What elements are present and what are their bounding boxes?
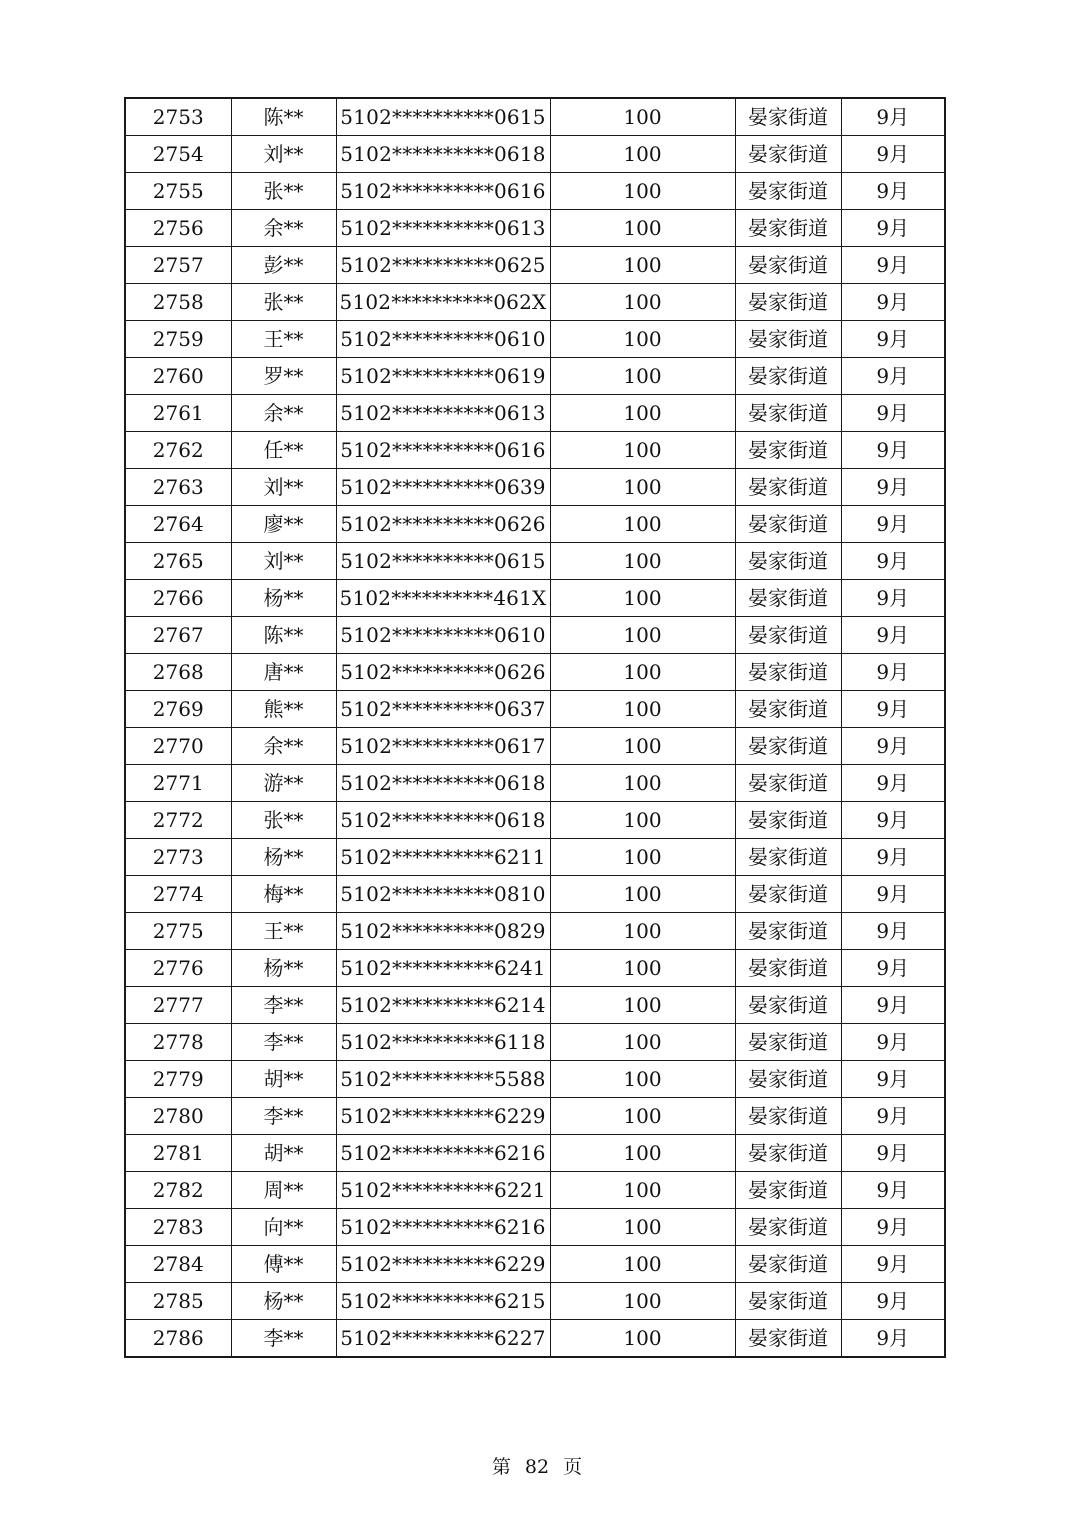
amount-cell: 100 [550,580,735,617]
month-cell: 9月 [841,876,945,913]
id-number-cell: 5102**********0626 [336,654,550,691]
serial-number-cell: 2784 [125,1246,231,1283]
table-row [125,1024,945,1061]
street-cell: 晏家街道 [735,987,841,1024]
name-cell: 彭** [231,247,336,284]
table-row [125,617,945,654]
amount-cell: 100 [550,136,735,173]
table-row [125,839,945,876]
id-number-cell: 5102**********0613 [336,395,550,432]
table-row [125,173,945,210]
name-cell: 廖** [231,506,336,543]
month-cell: 9月 [841,98,945,136]
month-cell: 9月 [841,654,945,691]
street-cell: 晏家街道 [735,1172,841,1209]
amount-cell: 100 [550,98,735,136]
amount-cell: 100 [550,617,735,654]
serial-number-cell: 2761 [125,395,231,432]
table-body [125,98,945,1357]
month-cell: 9月 [841,1209,945,1246]
street-cell: 晏家街道 [735,1320,841,1358]
serial-number-cell: 2755 [125,173,231,210]
serial-number-cell: 2780 [125,1098,231,1135]
id-number-cell: 5102**********6216 [336,1209,550,1246]
name-cell: 刘** [231,543,336,580]
serial-number-cell: 2767 [125,617,231,654]
page-footer-suffix: 页 [563,1456,583,1478]
street-cell: 晏家街道 [735,469,841,506]
street-cell: 晏家街道 [735,247,841,284]
street-cell: 晏家街道 [735,839,841,876]
month-cell: 9月 [841,765,945,802]
serial-number-cell: 2760 [125,358,231,395]
name-cell: 刘** [231,469,336,506]
amount-cell: 100 [550,432,735,469]
name-cell: 余** [231,210,336,247]
name-cell: 张** [231,173,336,210]
name-cell: 余** [231,728,336,765]
street-cell: 晏家街道 [735,136,841,173]
id-number-cell: 5102**********6211 [336,839,550,876]
month-cell: 9月 [841,802,945,839]
amount-cell: 100 [550,950,735,987]
street-cell: 晏家街道 [735,98,841,136]
serial-number-cell: 2774 [125,876,231,913]
table-row [125,469,945,506]
serial-number-cell: 2758 [125,284,231,321]
table-row [125,802,945,839]
id-number-cell: 5102**********0616 [336,173,550,210]
name-cell: 王** [231,913,336,950]
id-number-cell: 5102**********6229 [336,1246,550,1283]
serial-number-cell: 2770 [125,728,231,765]
table-row [125,654,945,691]
name-cell: 李** [231,1024,336,1061]
name-cell: 向** [231,1209,336,1246]
table-row [125,876,945,913]
amount-cell: 100 [550,1172,735,1209]
serial-number-cell: 2775 [125,913,231,950]
name-cell: 陈** [231,617,336,654]
street-cell: 晏家街道 [735,543,841,580]
id-number-cell: 5102**********461X [336,580,550,617]
table-row [125,913,945,950]
street-cell: 晏家街道 [735,1061,841,1098]
table-row [125,1172,945,1209]
street-cell: 晏家街道 [735,210,841,247]
month-cell: 9月 [841,506,945,543]
amount-cell: 100 [550,765,735,802]
month-cell: 9月 [841,395,945,432]
serial-number-cell: 2782 [125,1172,231,1209]
month-cell: 9月 [841,913,945,950]
table-row [125,136,945,173]
id-number-cell: 5102**********6227 [336,1320,550,1358]
serial-number-cell: 2768 [125,654,231,691]
name-cell: 胡** [231,1061,336,1098]
serial-number-cell: 2754 [125,136,231,173]
street-cell: 晏家街道 [735,358,841,395]
id-number-cell: 5102**********0618 [336,136,550,173]
month-cell: 9月 [841,1283,945,1320]
serial-number-cell: 2773 [125,839,231,876]
street-cell: 晏家街道 [735,284,841,321]
name-cell: 任** [231,432,336,469]
amount-cell: 100 [550,395,735,432]
name-cell: 胡** [231,1135,336,1172]
month-cell: 9月 [841,1135,945,1172]
id-number-cell: 5102**********6241 [336,950,550,987]
street-cell: 晏家街道 [735,617,841,654]
table-row [125,987,945,1024]
table-row [125,210,945,247]
name-cell: 李** [231,1098,336,1135]
id-number-cell: 5102**********0637 [336,691,550,728]
table-row [125,506,945,543]
name-cell: 杨** [231,1283,336,1320]
serial-number-cell: 2783 [125,1209,231,1246]
id-number-cell: 5102**********0618 [336,765,550,802]
name-cell: 熊** [231,691,336,728]
street-cell: 晏家街道 [735,1283,841,1320]
serial-number-cell: 2771 [125,765,231,802]
table-row [125,98,945,136]
serial-number-cell: 2757 [125,247,231,284]
month-cell: 9月 [841,247,945,284]
street-cell: 晏家街道 [735,506,841,543]
street-cell: 晏家街道 [735,802,841,839]
street-cell: 晏家街道 [735,321,841,358]
serial-number-cell: 2781 [125,1135,231,1172]
amount-cell: 100 [550,654,735,691]
serial-number-cell: 2753 [125,98,231,136]
street-cell: 晏家街道 [735,691,841,728]
name-cell: 李** [231,987,336,1024]
serial-number-cell: 2769 [125,691,231,728]
amount-cell: 100 [550,839,735,876]
table-row [125,1246,945,1283]
id-number-cell: 5102**********0615 [336,543,550,580]
month-cell: 9月 [841,173,945,210]
amount-cell: 100 [550,876,735,913]
street-cell: 晏家街道 [735,1098,841,1135]
street-cell: 晏家街道 [735,173,841,210]
month-cell: 9月 [841,210,945,247]
amount-cell: 100 [550,321,735,358]
street-cell: 晏家街道 [735,395,841,432]
month-cell: 9月 [841,136,945,173]
street-cell: 晏家街道 [735,728,841,765]
month-cell: 9月 [841,321,945,358]
amount-cell: 100 [550,1024,735,1061]
street-cell: 晏家街道 [735,876,841,913]
id-number-cell: 5102**********6215 [336,1283,550,1320]
id-number-cell: 5102**********6221 [336,1172,550,1209]
amount-cell: 100 [550,284,735,321]
name-cell: 余** [231,395,336,432]
month-cell: 9月 [841,284,945,321]
page-footer-prefix: 第 [491,1456,511,1478]
serial-number-cell: 2777 [125,987,231,1024]
month-cell: 9月 [841,1172,945,1209]
table-row [125,543,945,580]
serial-number-cell: 2763 [125,469,231,506]
amount-cell: 100 [550,247,735,284]
id-number-cell: 5102**********0625 [336,247,550,284]
id-number-cell: 5102**********6216 [336,1135,550,1172]
serial-number-cell: 2785 [125,1283,231,1320]
month-cell: 9月 [841,580,945,617]
month-cell: 9月 [841,1061,945,1098]
table-row [125,321,945,358]
table-row [125,1061,945,1098]
month-cell: 9月 [841,728,945,765]
amount-cell: 100 [550,1098,735,1135]
serial-number-cell: 2765 [125,543,231,580]
street-cell: 晏家街道 [735,1024,841,1061]
amount-cell: 100 [550,506,735,543]
id-number-cell: 5102**********0618 [336,802,550,839]
table-row [125,284,945,321]
table-row [125,1283,945,1320]
serial-number-cell: 2756 [125,210,231,247]
name-cell: 张** [231,802,336,839]
id-number-cell: 5102**********062X [336,284,550,321]
month-cell: 9月 [841,358,945,395]
table-row [125,358,945,395]
serial-number-cell: 2759 [125,321,231,358]
amount-cell: 100 [550,1209,735,1246]
name-cell: 陈** [231,98,336,136]
amount-cell: 100 [550,1320,735,1358]
table-row [125,691,945,728]
month-cell: 9月 [841,543,945,580]
serial-number-cell: 2764 [125,506,231,543]
street-cell: 晏家街道 [735,765,841,802]
amount-cell: 100 [550,987,735,1024]
id-number-cell: 5102**********0617 [336,728,550,765]
amount-cell: 100 [550,1246,735,1283]
serial-number-cell: 2779 [125,1061,231,1098]
month-cell: 9月 [841,1246,945,1283]
id-number-cell: 5102**********0615 [336,98,550,136]
table-row [125,432,945,469]
id-number-cell: 5102**********0810 [336,876,550,913]
table-row [125,1209,945,1246]
name-cell: 周** [231,1172,336,1209]
amount-cell: 100 [550,728,735,765]
name-cell: 张** [231,284,336,321]
id-number-cell: 5102**********0619 [336,358,550,395]
amount-cell: 100 [550,802,735,839]
table-row [125,950,945,987]
page-number: 82 [524,1456,550,1478]
id-number-cell: 5102**********0616 [336,432,550,469]
table-row [125,580,945,617]
name-cell: 李** [231,1320,336,1358]
name-cell: 游** [231,765,336,802]
serial-number-cell: 2762 [125,432,231,469]
amount-cell: 100 [550,1061,735,1098]
table-row [125,765,945,802]
id-number-cell: 5102**********0613 [336,210,550,247]
serial-number-cell: 2772 [125,802,231,839]
name-cell: 杨** [231,580,336,617]
month-cell: 9月 [841,950,945,987]
name-cell: 刘** [231,136,336,173]
street-cell: 晏家街道 [735,1135,841,1172]
month-cell: 9月 [841,839,945,876]
table-row [125,1098,945,1135]
amount-cell: 100 [550,173,735,210]
name-cell: 罗** [231,358,336,395]
month-cell: 9月 [841,1024,945,1061]
serial-number-cell: 2778 [125,1024,231,1061]
amount-cell: 100 [550,543,735,580]
month-cell: 9月 [841,469,945,506]
id-number-cell: 5102**********0829 [336,913,550,950]
id-number-cell: 5102**********6214 [336,987,550,1024]
table-row [125,728,945,765]
serial-number-cell: 2766 [125,580,231,617]
table-row [125,1135,945,1172]
street-cell: 晏家街道 [735,1246,841,1283]
name-cell: 杨** [231,950,336,987]
id-number-cell: 5102**********0610 [336,321,550,358]
page-footer [0,1454,1074,1480]
amount-cell: 100 [550,210,735,247]
amount-cell: 100 [550,1283,735,1320]
amount-cell: 100 [550,691,735,728]
street-cell: 晏家街道 [735,580,841,617]
id-number-cell: 5102**********0639 [336,469,550,506]
id-number-cell: 5102**********0626 [336,506,550,543]
month-cell: 9月 [841,1320,945,1358]
serial-number-cell: 2786 [125,1320,231,1358]
id-number-cell: 5102**********6118 [336,1024,550,1061]
street-cell: 晏家街道 [735,913,841,950]
amount-cell: 100 [550,469,735,506]
month-cell: 9月 [841,691,945,728]
street-cell: 晏家街道 [735,1209,841,1246]
month-cell: 9月 [841,1098,945,1135]
recipient-table [124,97,946,1358]
month-cell: 9月 [841,987,945,1024]
name-cell: 王** [231,321,336,358]
id-number-cell: 5102**********5588 [336,1061,550,1098]
id-number-cell: 5102**********0610 [336,617,550,654]
id-number-cell: 5102**********6229 [336,1098,550,1135]
name-cell: 唐** [231,654,336,691]
name-cell: 杨** [231,839,336,876]
amount-cell: 100 [550,358,735,395]
name-cell: 傅** [231,1246,336,1283]
table-row [125,1320,945,1358]
name-cell: 梅** [231,876,336,913]
table-row [125,395,945,432]
street-cell: 晏家街道 [735,432,841,469]
month-cell: 9月 [841,617,945,654]
amount-cell: 100 [550,1135,735,1172]
month-cell: 9月 [841,432,945,469]
table-row [125,247,945,284]
serial-number-cell: 2776 [125,950,231,987]
street-cell: 晏家街道 [735,950,841,987]
amount-cell: 100 [550,913,735,950]
street-cell: 晏家街道 [735,654,841,691]
